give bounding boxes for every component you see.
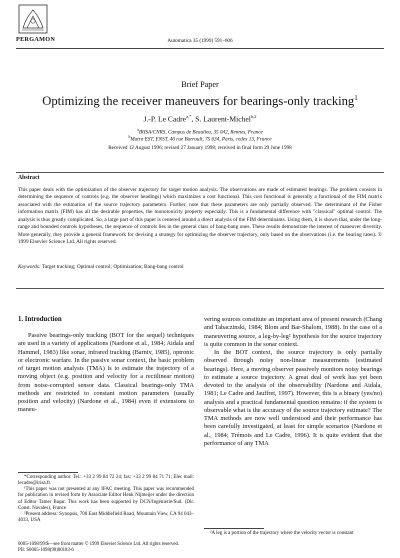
publisher-name: PERGAMON (16, 36, 56, 43)
keywords-label: Keywords: (18, 264, 41, 270)
affiliation-a-text: IRISA/CNRS, Campus de Beaulieu, 35 042, Rennes, France (138, 129, 263, 136)
journal-reference: Automatica 35 (1999) 591–606 (167, 38, 233, 44)
title-footnote-mark: 1 (354, 94, 358, 102)
abstract-heading: Abstract (18, 175, 40, 181)
footnote-rule (18, 472, 78, 473)
author-2-marks: b,2 (250, 114, 257, 119)
footnote-rule-right (204, 528, 264, 529)
received-dates: Received 12 August 1996; revised 27 January 1998; received in final form 29 June 1998 (108, 145, 292, 151)
copyright-line: 0005-1098/99/$—see front matter © 1999 Elsevier Science Ltd. All rights reserved. (18, 542, 180, 547)
body-paragraph: vering sources constitute an important area of present research (Chang and Tabaczinski, 1984; Blom and Bar-Shalom, 1988). In the case of a maneuvering source, a leg-by-leg² hypothesis for the source trajectory is quite common in the sonar context. (204, 316, 382, 348)
paper-title-text: Optimizing the receiver maneuvers for bearings-only tracking (42, 94, 355, 109)
pii-line: PII: S0005-1098(98)00183-6 (18, 547, 74, 553)
keywords-line (18, 264, 382, 270)
affiliation-a-mark: a (137, 128, 139, 132)
footnote-corresponding-author: *Corresponding author. Tel.: +33 2 99 84 72 24; fax: +33 2 99 84 71 71; Elec mail: lecadre@irisa.fr. (18, 475, 194, 487)
author-1: J.-P. Le Cadre (143, 114, 187, 124)
body-right-column (204, 316, 382, 448)
author-line (0, 114, 400, 124)
body-left-column: Passive bearings-only tracking (BOT for the sequel) techniques are used in a variety of applications (Nardone et al., 1984; Aidala and Hammel, 1983) like sonar, infrared tracking (Barniv, 1985), optronic or electronic warfare. In the passive sonar context, the basic problem of target motion analysis (TMA) is to estimate the trajectory of a moving object (e.g. position and velocity for a rectilinear motion) from noise-corrupted sensor data. Classical bearings-only TMA methods are restricted to constant motion parameters (usually position and velocity) (Nardone et al., 1984) even if extensions to maneu- (18, 332, 194, 414)
footnote-leg: ²A leg is a portion of the trajectory where the velocity vector is constant (210, 531, 354, 536)
author-2: S. Laurent-Michel (195, 114, 251, 124)
paper-title (0, 94, 400, 109)
article-type: Brief Paper (181, 80, 219, 89)
abstract-body: This paper deals with the optimization of the observer trajectory for target motion analysis. The observations are made of estimated bearings. The problem consists in determining the sequence of controls (e.g. the observer headings) which maximizes a cost functional. This cost functional is generally a functional of the FIM matrix associated with the estimation of the source trajectory parameters. Further, note that these parameters are only partially observed. The determinant of the Fisher information matrix (FIM) has all the desirable properties, the monotonicity property especially. This is a fundamental difference with "classical" optimal control. The analysis is thus greatly complicated. So, a large part of this paper is centered around a direct analysis of the FIM determinants. Using them, it is shown that, under the long-range and bounded controls hypotheses, the sequence of controls lies in the general class of bang-bang ones. These results demonstrate the interest of maneuver diversity. More generally, they provide a general framework for devising a strategy for optimizing the observer trajectory, only based on the observations (i.e. the bearing rates). © 1999 Elsevier Science Ltd. All rights reserved. (18, 187, 382, 246)
author-separator: , (191, 114, 196, 124)
section-heading: 1. Introduction (18, 316, 62, 323)
author-1-marks: a,* (186, 114, 192, 119)
affiliation-b (0, 135, 400, 143)
footnote-2: ²Present address: Synopsis, 700 East Middlefield Road, Mountain View, CA 94 043–4033, USA (18, 511, 194, 524)
imprint (18, 542, 179, 553)
affiliation-b-mark: b (128, 135, 131, 139)
body-paragraph: In the BOT context, the source trajectory is only partially observed through noisy non-linear measurements (estimated bearings). Here, a moving observer passively monitors noisy bearings to estimate a source trajectory. A great deal of work has yet been devoted to the analysis of the observability (Nardone and Aidala, 1981; Le Cadre and Jauffret, 1997). However, this is a binary (yes/no) analysis and a practical fundamental question remains: if the system is observable what is the accuracy of the source trajectory estimate? The TMA methods are now well understood and their performance has been carefully investigated, at least for simple scenarios (Nardone et al., 1984; Trémois and Le Cadre, 1996). It is quite evident that the performance of any TMA (204, 349, 382, 447)
footnote-1: ¹This paper was not presented at any IFAC meeting. This paper was recommended for publication in revised form by Associate Editor Henk Nijmeijer under the direction of Editor Tamer Başar. This work has been supported by DCN/Ingénierie/Sud. (Dir. Const. Navales), France (18, 487, 194, 511)
footnotes (18, 475, 194, 524)
abstract-bottom-rule (16, 288, 384, 289)
header-rule (16, 48, 384, 49)
pergamon-logo (18, 4, 48, 34)
keywords-list: Target tracking; Optimal control; Optimization; Bang-bang control (42, 264, 184, 270)
abstract-top-rule (16, 172, 384, 173)
affiliation-b-text: Matra EST, ENST, 46 rue Barrault, 75 634, Paris, cedex 13, France (130, 136, 272, 143)
